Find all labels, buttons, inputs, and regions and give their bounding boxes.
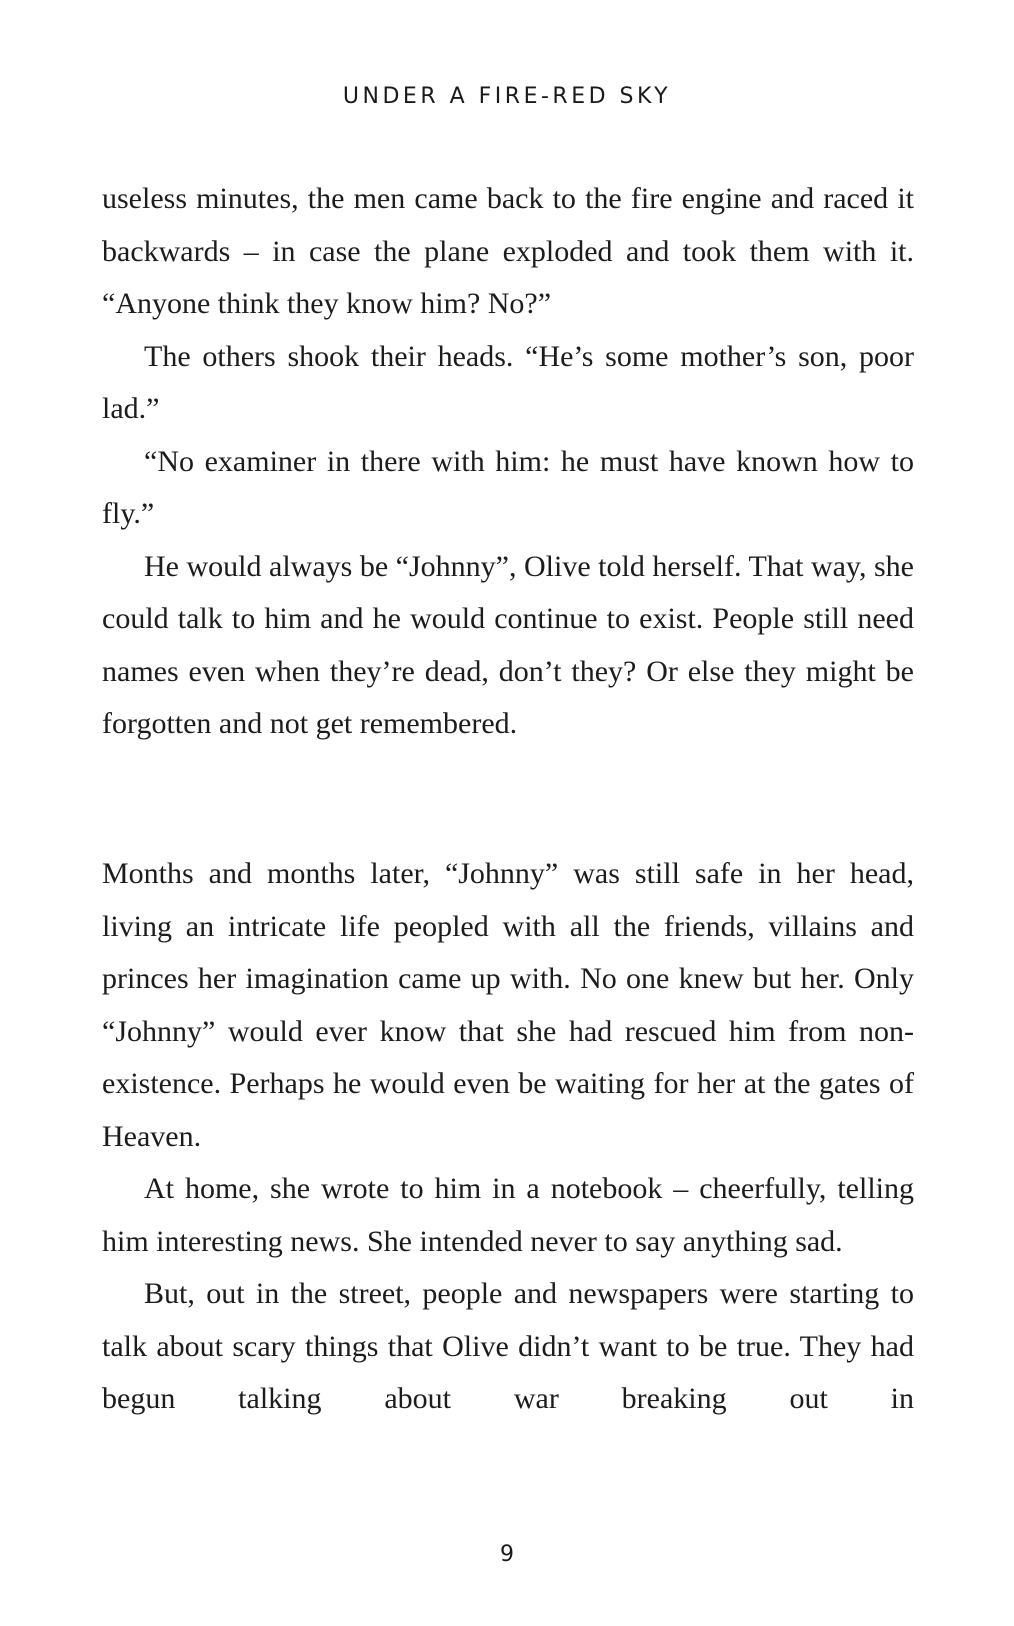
paragraph: “No examiner in there with him: he must have known how to fly.” [102,444,914,530]
section-one [102,173,914,751]
paragraph-continued: useless minutes, the men came back to the fire engine and raced it backwards – in case the plane exploded and took them with it. “Anyone think they know him? No?” [102,182,914,320]
page-number: 9 [500,1542,514,1567]
section-two [102,848,914,1426]
paragraph: He would always be “Johnny”, Olive told herself. That way, she could talk to him and he would continue to exist. People still need names even when they’re dead, don’t they? Or else they might be forgotten and not get remembered. [102,549,914,740]
paragraph: At home, she wrote to him in a notebook – cheerfully, telling him interesting news. She intended never to say anything sad. [102,1172,914,1258]
paragraph-section-opening: Months and months later, “Johnny” was still safe in her head, living an intricate life peopled with all the friends, villains and princes her imagination came up with. No one knew but her. Only “Johnny” would ever know that she had rescued him from non-existence. Perhaps he would even be waiting for her at the gates of Heaven. [102,857,914,1153]
running-head: UNDER A FIRE-RED SKY [342,84,672,109]
paragraph: The others shook their heads. “He’s some mother’s son, poor lad.” [102,339,914,425]
paragraph-continues-next-page: But, out in the street, people and newspapers were starting to talk about scary things that Olive didn’t want to be true. They had begun talking about war breaking out in [102,1277,914,1415]
